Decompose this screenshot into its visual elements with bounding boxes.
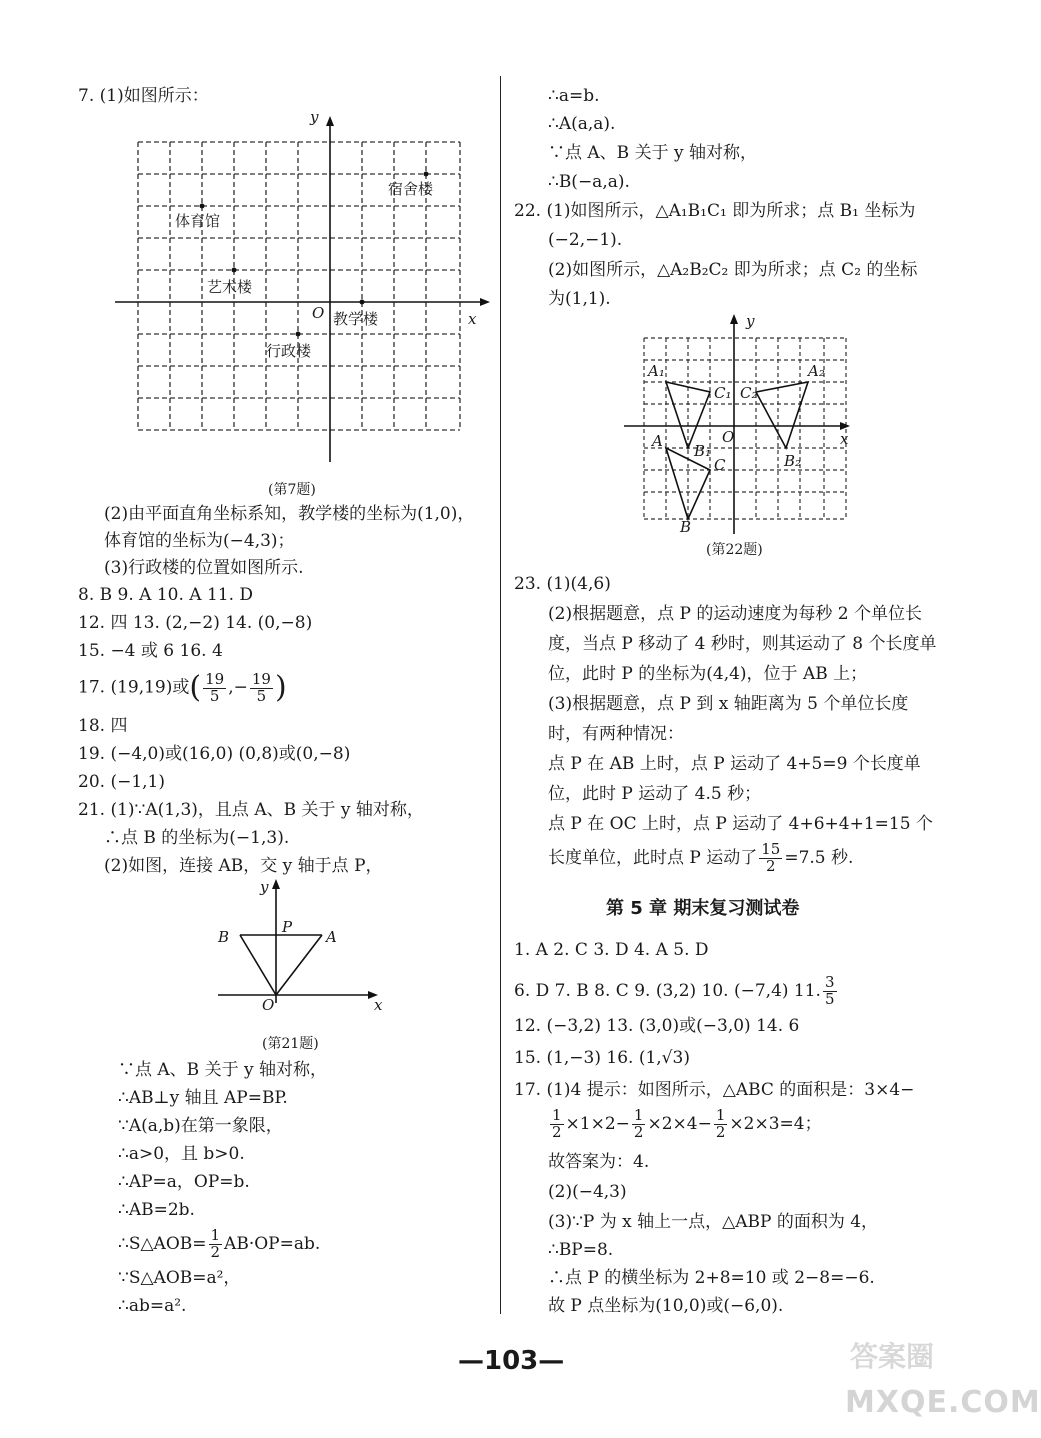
answer-17-prefix: 17. (19,19)或 — [78, 677, 190, 698]
proof-line5: ∴AP=a，OP=b. — [118, 1172, 250, 1192]
fig21-caption: (第21题) — [262, 1036, 319, 1052]
fig22-c1-label: C₁ — [714, 384, 732, 402]
frac-num: 19 — [205, 669, 225, 688]
proof-line1: ∵点 A、B 关于 y 轴对称， — [118, 1060, 327, 1080]
frac-den: 2 — [210, 1242, 221, 1261]
answer-21-line2: ∴点 B 的坐标为(−1,3). — [104, 828, 290, 848]
column-divider — [500, 76, 501, 1314]
ans-12-14: 12. (−3,2) 13. (3,0)或(−3,0) 14. 6 — [514, 1016, 800, 1036]
frac-num: 19 — [251, 669, 271, 688]
figure-22 — [620, 312, 860, 542]
q23-line9: 点 P 在 OC 上时，点 P 运动了 4+6+4+1=15 个 — [548, 814, 933, 834]
segment-ao — [276, 935, 322, 995]
fig22-c-label: C — [714, 456, 726, 474]
q23-line8: 位，此时 P 运动了 4.5 秒； — [548, 784, 762, 804]
fraction-19-5-b — [250, 669, 273, 705]
fraction-1-2 — [209, 1228, 223, 1261]
y-arrow-icon — [272, 879, 280, 889]
q23-line1: 23. (1)(4,6) — [514, 574, 611, 594]
q23-line4: 位，此时 P 的坐标为(4,4)，位于 AB 上； — [548, 664, 868, 684]
frac-num: 1 — [715, 1106, 726, 1124]
fraction-19-5-a — [203, 669, 226, 705]
fraction-1-2-a — [550, 1108, 564, 1141]
frac-den: 5 — [824, 989, 835, 1008]
q23-line10-prefix: 长度单位，此时点 P 运动了 — [548, 847, 758, 868]
q23-line6: 时，有两种情况： — [548, 724, 684, 744]
fig7-place-teaching: 教学楼 — [333, 310, 379, 328]
answer-21-line1: 21. (1)∵A(1,3)，且点 A、B 关于 y 轴对称， — [78, 800, 424, 820]
fig22-b-label: B — [680, 518, 692, 536]
ans-17-line1: 17. (1)4 提示：如图所示，△ABC 的面积是：3×4− — [514, 1080, 915, 1100]
x-axis-arrow-icon — [480, 298, 490, 306]
answer-19: 19. (−4,0)或(16,0) (0,8)或(0,−8) — [78, 744, 351, 764]
proof-line8: ∵S△AOB=a²， — [118, 1268, 241, 1288]
proof-line2: ∴AB⊥y 轴且 AP=BP. — [118, 1088, 288, 1108]
y-axis-arrow-icon — [326, 116, 334, 126]
fig7-origin-label: O — [312, 304, 325, 322]
answers-12-14: 12. 四 13. (2,−2) 14. (0,−8) — [78, 613, 313, 633]
frac-den: 2 — [715, 1122, 726, 1141]
ans-1-5: 1. A 2. C 3. D 4. A 5. D — [514, 940, 709, 960]
fig21-a-label: A — [326, 928, 337, 946]
fraction-1-2-b — [632, 1108, 646, 1141]
ans-17-line6: ∴BP=8. — [548, 1240, 614, 1260]
page-number: —103— — [458, 1346, 565, 1376]
dormitory-point — [424, 172, 429, 177]
r-line3: ∵点 A、B 关于 y 轴对称， — [548, 143, 757, 163]
proof-line9: ∴ab=a². — [118, 1296, 187, 1316]
frac-den: 2 — [633, 1122, 644, 1141]
proof-line7-suffix: AB·OP=ab. — [224, 1233, 321, 1254]
fig22-a-label: A — [652, 432, 663, 450]
teaching-building-point — [360, 300, 365, 305]
fig7-place-dormitory: 宿舍楼 — [388, 180, 434, 198]
ans-6-11 — [514, 975, 839, 1008]
fig22-c2-label: C₂ — [740, 384, 758, 402]
q7-part2b: 体育馆的坐标为(−4,3)； — [104, 531, 295, 551]
fig22-y-label: y — [746, 312, 755, 330]
r-line2: ∴A(a,a). — [548, 114, 616, 134]
fig7-y-label: y — [310, 108, 319, 126]
open-paren-icon: ( — [189, 670, 202, 705]
admin-building-point — [296, 332, 301, 337]
answer-17-mid: ,− — [228, 677, 248, 698]
q7-part2a: (2)由平面直角坐标系知，教学楼的坐标为(1,0)， — [104, 504, 475, 524]
fraction-3-5 — [823, 975, 837, 1008]
frac-num: 1 — [633, 1106, 644, 1124]
answer-18: 18. 四 — [78, 716, 128, 736]
frac-num: 1 — [210, 1226, 221, 1244]
proof-line7-prefix: ∴S△AOB= — [118, 1233, 207, 1254]
fig22-b2-label: B₂ — [784, 452, 802, 470]
y-arrow-icon — [730, 314, 738, 324]
r-line4: ∴B(−a,a). — [548, 172, 630, 192]
r-line1: ∴a=b. — [548, 86, 600, 106]
q22-line2: (−2,−1). — [548, 230, 623, 250]
q23-line5: (3)根据题意，点 P 到 x 轴距离为 5 个单位长度 — [548, 694, 909, 714]
fig7-x-label: x — [468, 310, 477, 328]
frac-num: 3 — [824, 973, 835, 991]
ans-17-line7: ∴点 P 的横坐标为 2+8=10 或 2−8=−6. — [548, 1268, 875, 1288]
q23-line3: 度，当点 P 移动了 4 秒时，则其运动了 8 个长度单 — [548, 634, 937, 654]
fig22-b1-label: B₁ — [694, 442, 712, 460]
term-3: ×2×3=4； — [729, 1113, 822, 1134]
proof-line6: ∴AB=2b. — [118, 1200, 195, 1220]
fig7-place-gym: 体育馆 — [175, 212, 221, 230]
frac-den: 2 — [766, 856, 776, 875]
figure-21 — [210, 875, 390, 1015]
frac-num: 15 — [761, 840, 781, 858]
answer-20: 20. (−1,1) — [78, 772, 165, 792]
q23-line10-suffix: =7.5 秒. — [784, 847, 854, 868]
frac-den: 5 — [209, 686, 220, 705]
fig7-place-admin: 行政楼 — [266, 342, 312, 360]
fig22-x-label: x — [840, 430, 849, 448]
answers-8-11: 8. B 9. A 10. A 11. D — [78, 585, 254, 605]
ans-17-line3: 故答案为：4. — [548, 1152, 650, 1172]
proof-line7 — [118, 1228, 320, 1261]
proof-line4: ∴a>0，且 b>0. — [118, 1144, 245, 1164]
fig22-caption: (第22题) — [706, 542, 763, 558]
fig21-y-label: y — [260, 878, 269, 896]
ans-15-16: 15. (1,−3) 16. (1,√3) — [514, 1048, 690, 1068]
close-paren-icon: ) — [274, 670, 287, 705]
figure-7-grid — [110, 106, 500, 486]
fig22-o-label: O — [722, 428, 735, 446]
fig21-x-label: x — [374, 996, 383, 1014]
frac-den: 5 — [256, 686, 267, 705]
segment-bo — [240, 935, 276, 995]
answer-17 — [78, 670, 287, 706]
q22-line4: 为(1,1). — [548, 289, 611, 309]
ans-17-line2 — [548, 1108, 822, 1141]
fig21-p-label: P — [282, 918, 293, 936]
frac-num: 1 — [552, 1106, 562, 1124]
fig22-a1-label: A₁ — [648, 362, 665, 380]
q23-line10 — [548, 842, 853, 875]
term-2: ×2×4− — [647, 1113, 712, 1134]
q23-line7: 点 P 在 AB 上时，点 P 运动了 4+5=9 个长度单 — [548, 754, 921, 774]
q7-part3: (3)行政楼的位置如图所示. — [104, 558, 304, 578]
ans-17-line5: (3)∵P 为 x 轴上一点，△ABP 的面积为 4， — [548, 1212, 879, 1232]
q23-line2: (2)根据题意，点 P 的运动速度为每秒 2 个单位长 — [548, 604, 922, 624]
ans-6-11-prefix: 6. D 7. B 8. C 9. (3,2) 10. (−7,4) 11. — [514, 980, 821, 1001]
art-building-point — [232, 268, 237, 273]
fig22-a2-label: A₂ — [808, 362, 825, 380]
frac-den: 2 — [552, 1122, 562, 1141]
gym-point — [200, 204, 205, 209]
term-1: ×1×2− — [565, 1113, 630, 1134]
proof-line3: ∵A(a,b)在第一象限， — [118, 1116, 283, 1136]
answer-21-line3: (2)如图，连接 AB，交 y 轴于点 P， — [104, 856, 383, 876]
fig7-place-art: 艺术楼 — [207, 278, 253, 296]
fig21-b-label: B — [218, 928, 230, 946]
fraction-15-2 — [759, 842, 782, 875]
fig21-o-label: O — [262, 996, 275, 1014]
watermark-logo: 答案圈 — [850, 1340, 935, 1373]
answers-15-16: 15. −4 或 6 16. 4 — [78, 641, 223, 661]
fraction-1-2-c — [714, 1108, 728, 1141]
q22-line3: (2)如图所示，△A₂B₂C₂ 即为所求；点 C₂ 的坐标 — [548, 260, 918, 280]
q7-part1: 7. (1)如图所示： — [78, 86, 209, 106]
fig7-caption: (第7题) — [268, 482, 316, 498]
ans-17-line8: 故 P 点坐标为(10,0)或(−6,0). — [548, 1296, 784, 1316]
chapter-heading: 第 5 章 期末复习测试卷 — [606, 898, 800, 919]
q22-line1: 22. (1)如图所示，△A₁B₁C₁ 即为所求；点 B₁ 坐标为 — [514, 201, 916, 221]
ans-17-line4: (2)(−4,3) — [548, 1182, 627, 1202]
watermark-url: MXQE.COM — [845, 1385, 1041, 1420]
x-arrow-icon — [840, 422, 850, 430]
